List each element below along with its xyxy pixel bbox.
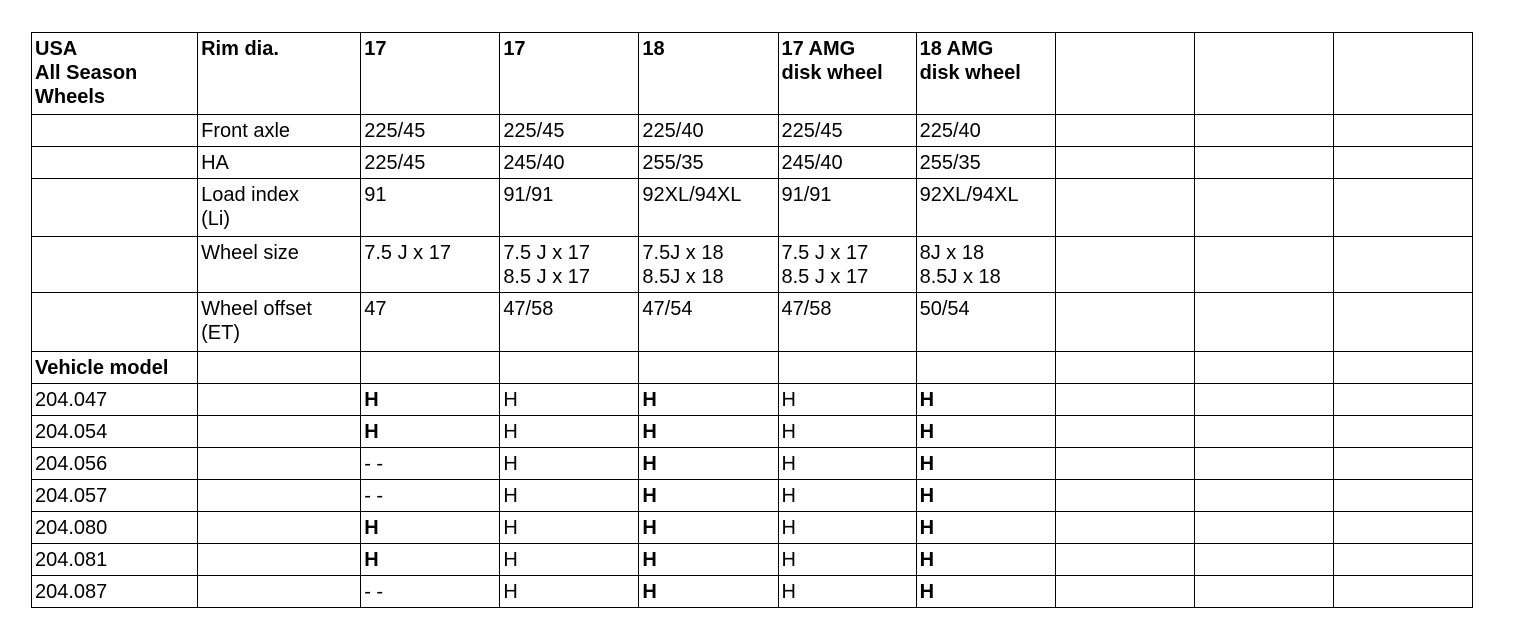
cell-text-line: 8.5J x 18	[642, 266, 724, 288]
empty-cell	[1333, 544, 1472, 576]
fitment-value: H	[778, 384, 916, 416]
spec-row	[32, 179, 1473, 237]
empty-cell	[1333, 147, 1472, 179]
empty-cell	[32, 237, 198, 293]
empty-cell	[1333, 115, 1472, 147]
empty-cell	[198, 352, 361, 384]
model-row	[32, 416, 1473, 448]
cell-text-line: 17	[503, 38, 526, 60]
fitment-value: H	[639, 448, 778, 480]
model-number: 204.087	[32, 576, 198, 608]
cell-text-line: (ET)	[201, 322, 240, 344]
spec-value	[500, 293, 639, 352]
fitment-value: H	[639, 480, 778, 512]
spec-value	[916, 147, 1055, 179]
tire-fitment-table	[31, 32, 1473, 608]
cell-text-line: Wheel size	[201, 242, 299, 264]
empty-cell	[198, 480, 361, 512]
empty-cell	[1055, 237, 1194, 293]
model-number: 204.057	[32, 480, 198, 512]
fitment-value: H	[361, 544, 500, 576]
fitment-value: - -	[361, 576, 500, 608]
fitment-value: H	[639, 576, 778, 608]
cell-text-line: 225/40	[919, 120, 981, 142]
spec-row	[32, 115, 1473, 147]
spec-value	[778, 179, 916, 237]
fitment-value: H	[361, 416, 500, 448]
model-row	[32, 544, 1473, 576]
fitment-value: H	[778, 544, 916, 576]
spec-label	[198, 115, 361, 147]
empty-cell	[778, 352, 916, 384]
fitment-value: H	[639, 512, 778, 544]
empty-cell	[198, 576, 361, 608]
empty-cell	[1333, 237, 1472, 293]
empty-cell	[1194, 416, 1333, 448]
empty-cell	[1055, 147, 1194, 179]
fitment-value: H	[916, 576, 1055, 608]
empty-cell	[1194, 544, 1333, 576]
empty-cell	[198, 416, 361, 448]
empty-cell	[1194, 33, 1333, 115]
spec-value	[361, 147, 500, 179]
spec-value	[916, 237, 1055, 293]
spec-value	[500, 147, 639, 179]
spec-value	[639, 115, 778, 147]
cell-text-line: Wheels	[35, 86, 106, 108]
empty-cell	[32, 293, 198, 352]
empty-cell	[500, 352, 639, 384]
empty-cell	[639, 352, 778, 384]
model-number: 204.054	[32, 416, 198, 448]
cell-text-line: 17	[364, 38, 387, 60]
empty-cell	[198, 512, 361, 544]
model-number: 204.047	[32, 384, 198, 416]
empty-cell	[1333, 576, 1472, 608]
fitment-value: H	[916, 512, 1055, 544]
model-number: 204.080	[32, 512, 198, 544]
empty-cell	[1194, 352, 1333, 384]
table-body	[32, 33, 1473, 608]
empty-cell	[1333, 480, 1472, 512]
cell-text-line: 47/58	[781, 298, 832, 320]
wheel-column-header	[361, 33, 500, 115]
empty-cell	[1055, 448, 1194, 480]
cell-text-line: 225/45	[364, 120, 426, 142]
spec-value	[639, 147, 778, 179]
cell-text-line: 8.5J x 18	[919, 266, 1001, 288]
spec-value	[361, 179, 500, 237]
fitment-value: H	[916, 480, 1055, 512]
empty-cell	[1194, 576, 1333, 608]
spec-value	[500, 115, 639, 147]
cell-text-line: 8J x 18	[919, 242, 985, 264]
fitment-value: H	[500, 384, 639, 416]
fitment-value: H	[778, 576, 916, 608]
empty-cell	[198, 544, 361, 576]
empty-cell	[32, 179, 198, 237]
empty-cell	[1333, 293, 1472, 352]
fitment-value: H	[639, 544, 778, 576]
cell-text-line: 47	[364, 298, 387, 320]
cell-text-line: 47/58	[503, 298, 554, 320]
model-number: 204.081	[32, 544, 198, 576]
empty-cell	[1055, 293, 1194, 352]
fitment-value: H	[916, 448, 1055, 480]
cell-text-line: 18 AMG	[919, 38, 994, 60]
cell-text-line: 91	[364, 184, 387, 206]
empty-cell	[1055, 179, 1194, 237]
cell-text-line: 225/40	[642, 120, 704, 142]
cell-text-line: 7.5 J x 17	[781, 242, 869, 264]
empty-cell	[1055, 416, 1194, 448]
spec-value	[778, 115, 916, 147]
fitment-value: H	[500, 512, 639, 544]
cell-text-line: 255/35	[919, 152, 981, 174]
empty-cell	[1333, 384, 1472, 416]
empty-cell	[32, 147, 198, 179]
spec-label	[198, 237, 361, 293]
spec-value	[778, 237, 916, 293]
empty-cell	[361, 352, 500, 384]
cell-text-line: 245/40	[781, 152, 843, 174]
spec-row	[32, 147, 1473, 179]
cell-text-line: All Season	[35, 62, 138, 84]
empty-cell	[1055, 480, 1194, 512]
model-row	[32, 480, 1473, 512]
empty-cell	[1055, 576, 1194, 608]
fitment-value: H	[778, 448, 916, 480]
cell-text-line: disk wheel	[919, 62, 1021, 84]
cell-text-line: 7.5J x 18	[642, 242, 724, 264]
spec-value	[361, 237, 500, 293]
empty-cell	[1194, 293, 1333, 352]
spec-label	[198, 293, 361, 352]
fitment-value: H	[916, 416, 1055, 448]
cell-text-line: 47/54	[642, 298, 693, 320]
spec-row	[32, 237, 1473, 293]
cell-text-line: 50/54	[919, 298, 970, 320]
model-row	[32, 512, 1473, 544]
model-row	[32, 448, 1473, 480]
spec-label	[198, 179, 361, 237]
spec-value	[500, 237, 639, 293]
spec-value	[361, 115, 500, 147]
empty-cell	[1194, 237, 1333, 293]
fitment-value: H	[778, 480, 916, 512]
rim-dia-header: Rim dia.	[198, 33, 361, 115]
empty-cell	[1194, 115, 1333, 147]
fitment-value: H	[500, 576, 639, 608]
fitment-value: H	[916, 544, 1055, 576]
fitment-value: H	[361, 512, 500, 544]
cell-text-line: Front axle	[201, 120, 291, 142]
cell-text-line: USA	[35, 38, 78, 60]
model-row	[32, 576, 1473, 608]
spec-row	[32, 293, 1473, 352]
empty-cell	[1194, 179, 1333, 237]
empty-cell	[1333, 352, 1472, 384]
fitment-value: - -	[361, 480, 500, 512]
cell-text-line: Load index	[201, 184, 299, 206]
header-row	[32, 33, 1473, 115]
spec-value	[778, 147, 916, 179]
fitment-value: H	[639, 416, 778, 448]
spec-value	[639, 179, 778, 237]
fitment-value: H	[639, 384, 778, 416]
empty-cell	[1055, 115, 1194, 147]
spec-label	[198, 147, 361, 179]
vehicle-model-label: Vehicle model	[32, 352, 198, 384]
fitment-value: H	[361, 384, 500, 416]
empty-cell	[1055, 544, 1194, 576]
cell-text-line: HA	[201, 152, 229, 174]
fitment-value: H	[500, 544, 639, 576]
cell-text-line: 92XL/94XL	[642, 184, 742, 206]
cell-text-line: 18	[642, 38, 665, 60]
empty-cell	[1333, 33, 1472, 115]
cell-text-line: 225/45	[781, 120, 843, 142]
fitment-value: H	[916, 384, 1055, 416]
wheel-column-header	[916, 33, 1055, 115]
model-number: 204.056	[32, 448, 198, 480]
cell-text-line: 7.5 J x 17	[503, 242, 591, 264]
empty-cell	[916, 352, 1055, 384]
empty-cell	[1055, 512, 1194, 544]
empty-cell	[1333, 416, 1472, 448]
empty-cell	[32, 115, 198, 147]
spec-value	[778, 293, 916, 352]
cell-text-line: 225/45	[364, 152, 426, 174]
fitment-value: H	[500, 416, 639, 448]
cell-text-line: 8.5 J x 17	[503, 266, 591, 288]
wheel-column-header	[778, 33, 916, 115]
cell-text-line: 7.5 J x 17	[364, 242, 451, 264]
wheel-column-header	[639, 33, 778, 115]
region-header	[32, 33, 198, 115]
fitment-value: H	[778, 512, 916, 544]
cell-text-line: (Li)	[201, 208, 230, 230]
fitment-value: H	[500, 480, 639, 512]
cell-text-line: disk wheel	[781, 62, 883, 84]
empty-cell	[1194, 512, 1333, 544]
spec-value	[916, 115, 1055, 147]
fitment-value: - -	[361, 448, 500, 480]
cell-text-line: 91/91	[781, 184, 832, 206]
spec-value	[639, 293, 778, 352]
empty-cell	[1194, 147, 1333, 179]
empty-cell	[1194, 448, 1333, 480]
spec-value	[361, 293, 500, 352]
empty-cell	[1333, 179, 1472, 237]
spec-value	[500, 179, 639, 237]
cell-text-line: 8.5 J x 17	[781, 266, 869, 288]
empty-cell	[1055, 384, 1194, 416]
empty-cell	[1055, 352, 1194, 384]
spec-value	[916, 179, 1055, 237]
empty-cell	[198, 384, 361, 416]
spec-value	[916, 293, 1055, 352]
empty-cell	[1194, 384, 1333, 416]
cell-text-line: 245/40	[503, 152, 565, 174]
cell-text-line: 225/45	[503, 120, 565, 142]
empty-cell	[1333, 512, 1472, 544]
cell-text-line: 91/91	[503, 184, 554, 206]
empty-cell	[1194, 480, 1333, 512]
empty-cell	[1333, 448, 1472, 480]
cell-text-line: 17 AMG	[781, 38, 856, 60]
fitment-value: H	[778, 416, 916, 448]
spec-value	[639, 237, 778, 293]
fitment-value: H	[500, 448, 639, 480]
empty-cell	[1055, 33, 1194, 115]
cell-text-line: Wheel offset	[201, 298, 312, 320]
cell-text-line: 92XL/94XL	[919, 184, 1019, 206]
empty-cell	[198, 448, 361, 480]
vehicle-model-header-row	[32, 352, 1473, 384]
wheel-column-header	[500, 33, 639, 115]
model-row	[32, 384, 1473, 416]
cell-text-line: 255/35	[642, 152, 704, 174]
